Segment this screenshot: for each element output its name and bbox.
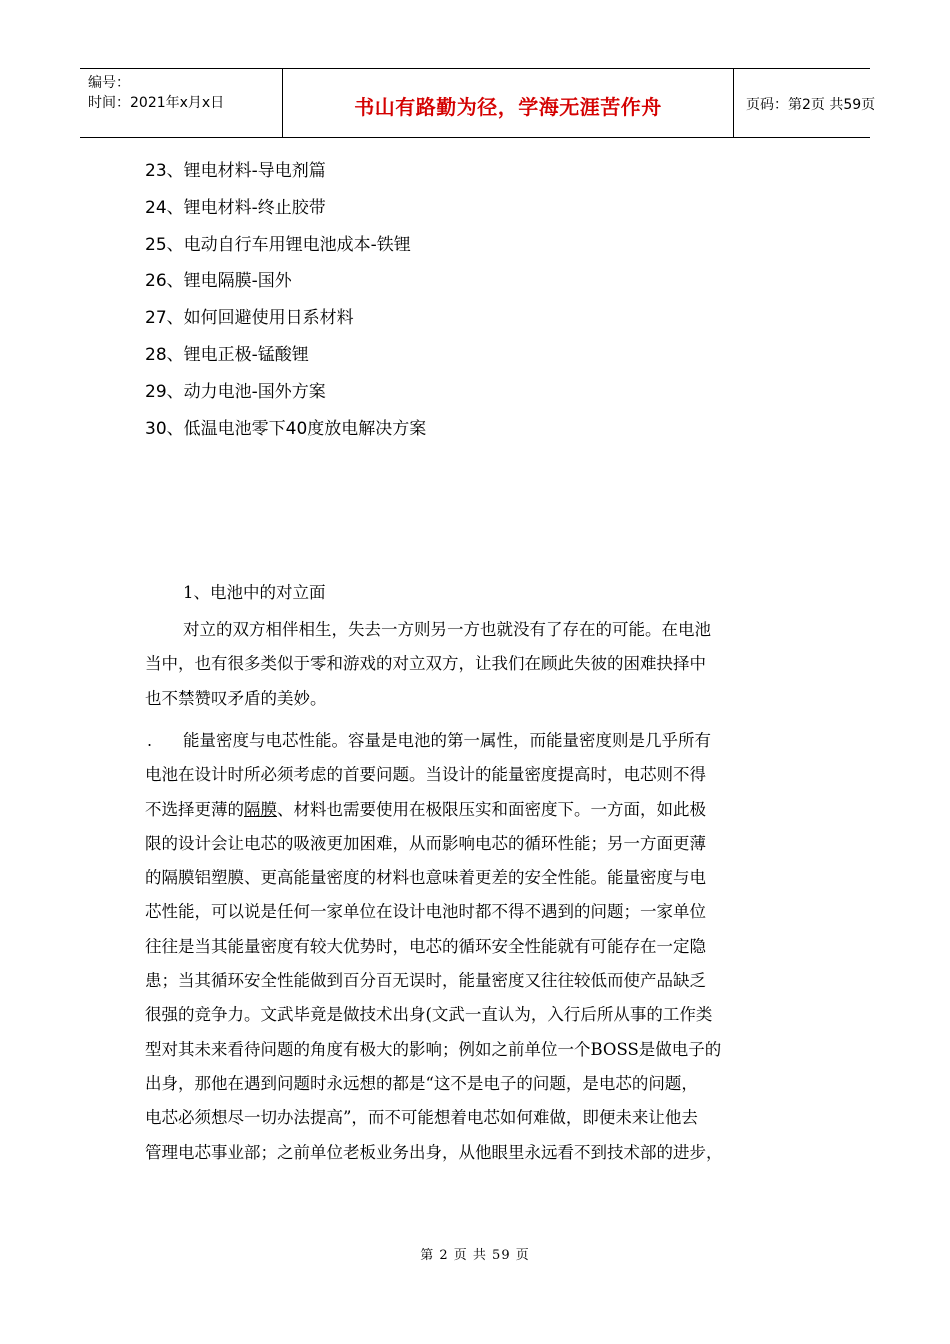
toc-item: 27、如何回避使用日系材料 — [145, 308, 354, 329]
paragraph-line: 当中，也有很多类似于零和游戏的对立双方，让我们在顾此失彼的困难抉择中 — [145, 654, 706, 674]
paragraph-line: 出身，那他在遇到问题时永远想的都是“这不是电子的问题，是电芯的问题， — [145, 1073, 698, 1093]
header-page-cell — [734, 69, 876, 137]
paragraph-line: 芯性能，可以说是任何一家单位在设计电池时都不得不遇到的问题；一家单位 — [145, 902, 706, 922]
section-title: 1、电池中的对立面 — [183, 583, 326, 602]
paragraph-line — [145, 797, 807, 831]
paragraph-line: 很强的竞争力。文武毕竟是做技术出身(文武一直认为，入行后所从事的工作类 — [145, 1005, 713, 1025]
paragraph-line: 管理电芯事业部；之前单位老板业务出身，从他眼里永远看不到技术部的进步， — [145, 1142, 723, 1162]
time-label: 时间：2021年x月x日 — [88, 95, 225, 111]
paragraph-line: 对立的双方相伴相生，失去一方则另一方也就没有了存在的可能。在电池 — [183, 620, 711, 639]
toc-item: 23、锂电材料-导电剂篇 — [145, 161, 326, 181]
paragraph-line: 往往是当其能量密度有较大优势时，电芯的循环安全性能就有可能存在一定隐 — [145, 936, 706, 956]
bullet-marker: . — [147, 731, 153, 750]
paragraph-line: 型对其未来看待问题的角度有极大的影响；例如之前单位一个BOSS是做电子的 — [145, 1039, 722, 1059]
header-meta-cell — [80, 69, 283, 137]
toc-item: 25、电动自行车用锂电池成本-铁锂 — [145, 234, 411, 255]
code-label: 编号： — [88, 75, 130, 91]
paragraph-2 — [145, 728, 807, 1174]
toc-item: 24、锂电材料-终止胶带 — [145, 197, 326, 218]
page-footer: 第 2 页 共 59 页 — [420, 1248, 530, 1263]
toc-list — [145, 158, 426, 452]
page-info: 页码：第2页 共59页 — [746, 97, 876, 113]
text-run: 不选择更薄的 — [145, 799, 244, 819]
paragraph-line: 也不禁赞叹矛盾的美妙。 — [145, 688, 327, 708]
paragraph-line: 患；当其循环安全性能做到百分百无误时，能量密度又往往较低而使产品缺乏 — [145, 971, 706, 991]
toc-item: 28、锂电正极-锰酸锂 — [145, 344, 309, 365]
paragraph-line: 电芯必须想尽一切办法提高”，而不可能想着电芯如何难做，即便未来让他去 — [145, 1108, 698, 1128]
paragraph-1 — [145, 617, 807, 720]
paragraph-line: 的隔膜铝塑膜、更高能量密度的材料也意味着更差的安全性能。能量密度与电 — [145, 868, 706, 888]
motto: 书山有路勤为径，学海无涯苦作舟 — [354, 95, 662, 119]
paragraph-line: 电池在设计时所必须考虑的首要问题。当设计的能量密度提高时，电芯则不得 — [145, 765, 706, 785]
toc-item: 29、动力电池-国外方案 — [145, 381, 326, 402]
paragraph-line: 限的设计会让电芯的吸液更加困难，从而影响电芯的循环性能；另一方面更薄 — [145, 833, 706, 853]
toc-item: 30、低温电池零下40度放电解决方案 — [145, 418, 427, 439]
text-run: 、材料也需要使用在极限压实和面密度下。一方面，如此极 — [277, 799, 706, 819]
document-header — [80, 68, 876, 138]
toc-item: 26、锂电隔膜-国外 — [145, 271, 292, 292]
paragraph-line: 能量密度与电芯性能。容量是电池的第一属性，而能量密度则是几乎所有 — [183, 731, 711, 750]
underlined-term: 隔膜 — [244, 799, 277, 819]
header-motto-cell — [283, 69, 734, 137]
